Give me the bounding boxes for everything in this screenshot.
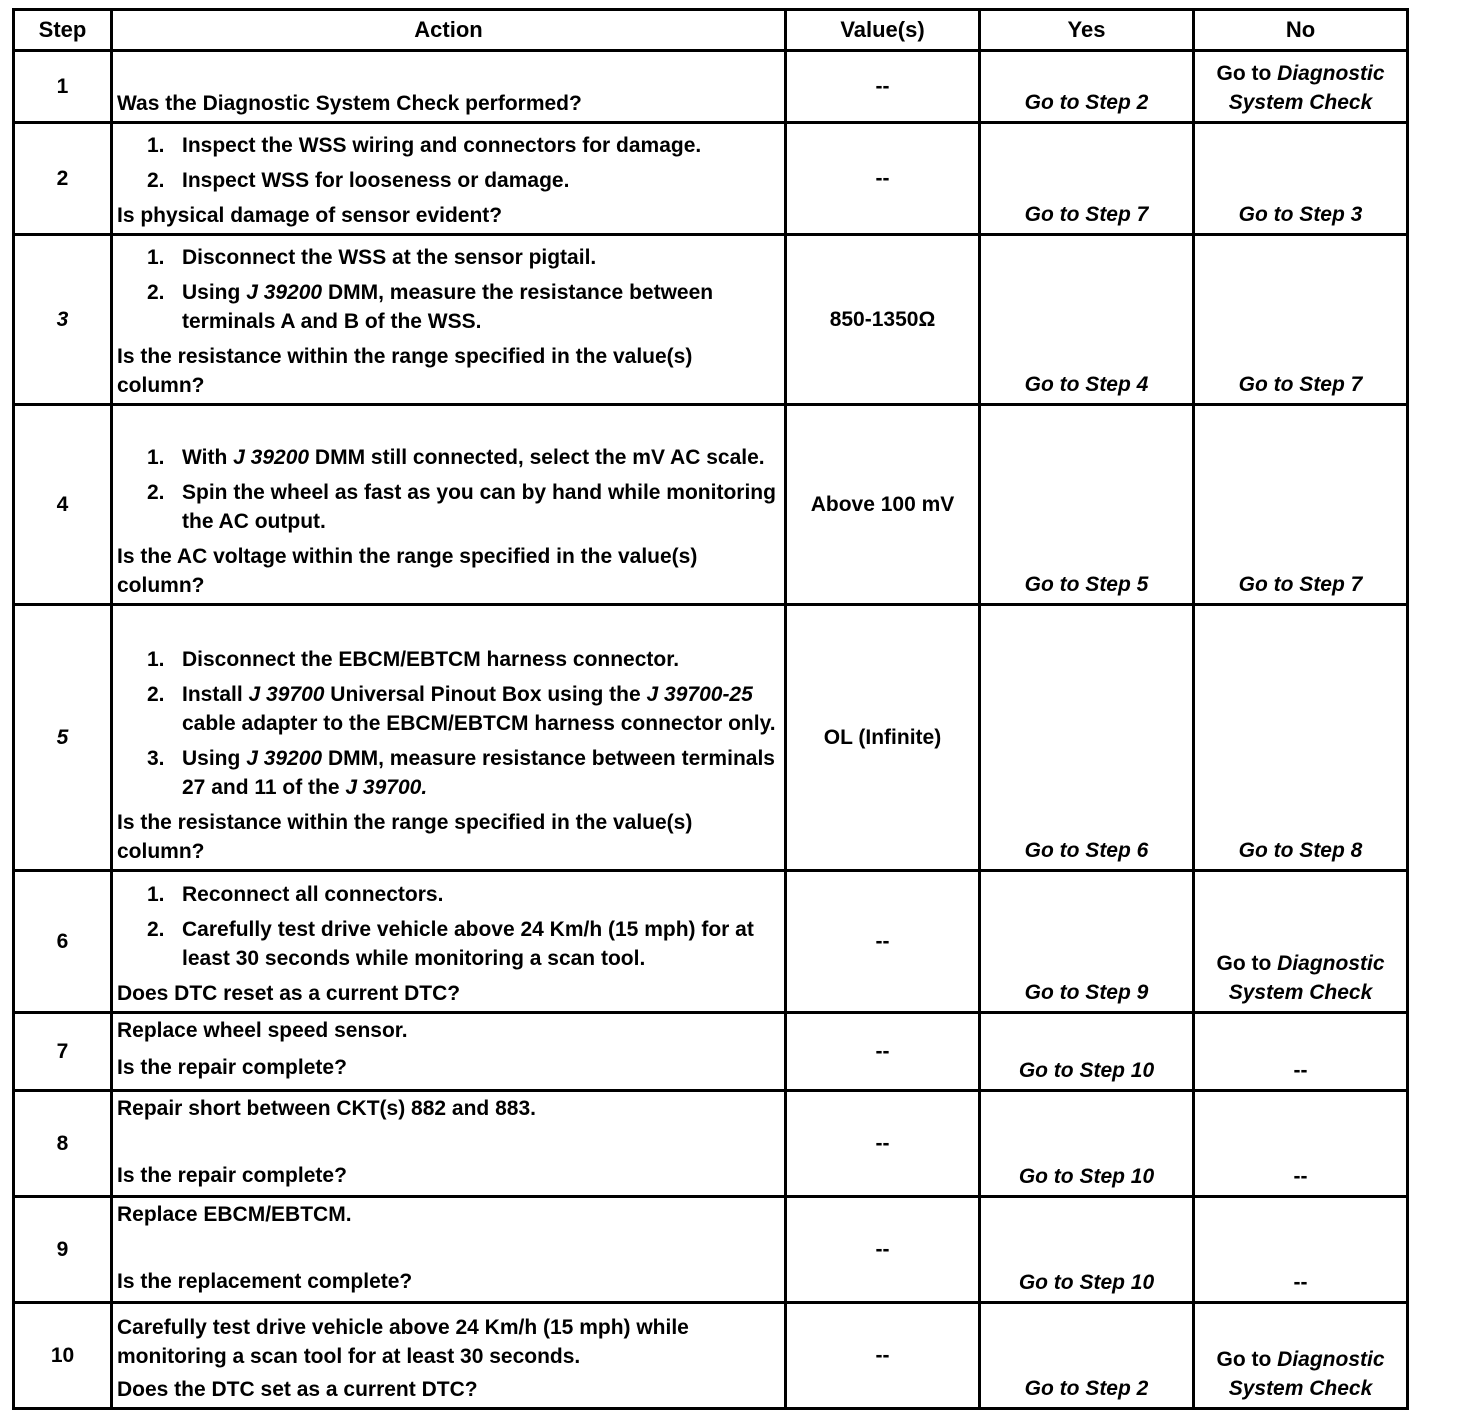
substep: 2. Carefully test drive vehicle above 24 Km/h (15 mph) for at least 30 seconds while monitoring a scan tool. [147, 918, 754, 970]
step-number: 4 [14, 405, 112, 605]
no-cell [1194, 51, 1408, 123]
yes-cell: Go to Step 4 [980, 235, 1194, 405]
action-cell [112, 605, 786, 871]
no-cell [1194, 1303, 1408, 1409]
value-cell: -- [786, 871, 980, 1013]
substep: 1. Reconnect all connectors. [147, 883, 444, 906]
no-prefix: Go to [1216, 952, 1272, 975]
tool-ref: J 39700-25 [646, 683, 753, 706]
action-lead: Repair short between CKT(s) 882 and 883. [117, 1097, 536, 1120]
no-prefix: Go to [1216, 62, 1272, 85]
value-cell: -- [786, 123, 980, 235]
action-lead: Replace wheel speed sensor. [117, 1019, 408, 1042]
value-cell: -- [786, 1091, 980, 1197]
action-question: Was the Diagnostic System Check performed? [117, 92, 582, 115]
yes-cell: Go to Step 2 [980, 1303, 1194, 1409]
no-cell: -- [1194, 1013, 1408, 1091]
action-question: Is physical damage of sensor evident? [117, 204, 503, 227]
header-yes: Yes [980, 10, 1194, 51]
action-question: Is the repair complete? [117, 1056, 347, 1079]
value-cell: -- [786, 1197, 980, 1303]
action-question: Does the DTC set as a current DTC? [117, 1378, 478, 1401]
diagnostic-table [12, 8, 1409, 1410]
action-cell [112, 871, 786, 1013]
tool-ref: J 39700 [248, 683, 325, 706]
action-question: Is the AC voltage within the range specified in the value(s) column? [117, 545, 698, 597]
action-question: Is the resistance within the range specified in the value(s) column? [117, 811, 693, 863]
no-cell: -- [1194, 1091, 1408, 1197]
value-cell: -- [786, 51, 980, 123]
no-italic: Diagnostic [1277, 1348, 1385, 1371]
value-cell: OL (Infinite) [786, 605, 980, 871]
header-step: Step [14, 10, 112, 51]
yes-cell: Go to Step 10 [980, 1091, 1194, 1197]
substep: 1. With J 39200 DMM still connected, select the mV AC scale. [147, 446, 765, 469]
action-cell [112, 235, 786, 405]
no-line2: System Check [1228, 1377, 1373, 1400]
action-question: Is the repair complete? [117, 1164, 347, 1187]
table-row [14, 1197, 1408, 1303]
action-cell [112, 1197, 786, 1303]
step-number: 8 [14, 1091, 112, 1197]
step-number: 1 [14, 51, 112, 123]
value-cell: Above 100 mV [786, 405, 980, 605]
substep: 2. Inspect WSS for looseness or damage. [147, 169, 570, 192]
substep: 1. Inspect the WSS wiring and connectors for damage. [147, 134, 702, 157]
substep: 2. Install J 39700 Universal Pinout Box using the J 39700-25 cable adapter to the EBCM/EBTCM harness connector only. [147, 683, 776, 735]
header-row [14, 10, 1408, 51]
action-lead: Carefully test drive vehicle above 24 Km/h (15 mph) while monitoring a scan tool for at least 30 seconds. [117, 1316, 689, 1368]
table-row [14, 405, 1408, 605]
value-cell: 850-1350Ω [786, 235, 980, 405]
tool-ref: J 39200 [246, 747, 323, 770]
header-values: Value(s) [786, 10, 980, 51]
no-cell: Go to Step 8 [1194, 605, 1408, 871]
substep: 1. Disconnect the EBCM/EBTCM harness connector. [147, 648, 680, 671]
tool-ref: J 39200 [233, 446, 310, 469]
value-cell: -- [786, 1013, 980, 1091]
yes-cell: Go to Step 10 [980, 1197, 1194, 1303]
yes-cell: Go to Step 5 [980, 405, 1194, 605]
action-cell [112, 51, 786, 123]
yes-cell: Go to Step 9 [980, 871, 1194, 1013]
value-cell: -- [786, 1303, 980, 1409]
table-row [14, 1013, 1408, 1091]
action-cell [112, 1091, 786, 1197]
substep: 2. Spin the wheel as fast as you can by hand while monitoring the AC output. [147, 481, 776, 533]
no-cell: Go to Step 3 [1194, 123, 1408, 235]
step-number: 5 [14, 605, 112, 871]
yes-cell: Go to Step 2 [980, 51, 1194, 123]
header-no: No [1194, 10, 1408, 51]
yes-cell: Go to Step 7 [980, 123, 1194, 235]
no-italic: Diagnostic [1277, 952, 1385, 975]
tool-ref: J 39200 [246, 281, 323, 304]
step-number: 6 [14, 871, 112, 1013]
no-cell [1194, 871, 1408, 1013]
step-number: 9 [14, 1197, 112, 1303]
table-row [14, 1091, 1408, 1197]
tool-ref: J 39700. [345, 776, 428, 799]
no-cell: Go to Step 7 [1194, 405, 1408, 605]
no-italic: Diagnostic [1277, 62, 1385, 85]
no-line2: System Check [1228, 981, 1373, 1004]
action-question: Does DTC reset as a current DTC? [117, 982, 461, 1005]
no-prefix: Go to [1216, 1348, 1272, 1371]
substep: 1. Disconnect the WSS at the sensor pigtail. [147, 246, 597, 269]
action-lead: Replace EBCM/EBTCM. [117, 1203, 352, 1226]
yes-cell: Go to Step 10 [980, 1013, 1194, 1091]
header-action: Action [112, 10, 786, 51]
action-cell [112, 123, 786, 235]
action-cell [112, 1303, 786, 1409]
yes-cell: Go to Step 6 [980, 605, 1194, 871]
substep: 2. Using J 39200 DMM, measure the resistance between terminals A and B of the WSS. [147, 281, 714, 333]
table-row [14, 1303, 1408, 1409]
table-row [14, 123, 1408, 235]
no-cell: Go to Step 7 [1194, 235, 1408, 405]
table-row [14, 605, 1408, 871]
no-cell: -- [1194, 1197, 1408, 1303]
table-row [14, 51, 1408, 123]
table-row [14, 871, 1408, 1013]
step-number: 2 [14, 123, 112, 235]
no-line2: System Check [1228, 91, 1373, 114]
table-row [14, 235, 1408, 405]
action-question: Is the replacement complete? [117, 1270, 413, 1293]
substep: 3. Using J 39200 DMM, measure resistance between terminals 27 and 11 of the J 39700. [147, 747, 775, 799]
action-cell [112, 405, 786, 605]
action-cell [112, 1013, 786, 1091]
step-number: 10 [14, 1303, 112, 1409]
step-number: 7 [14, 1013, 112, 1091]
step-number: 3 [14, 235, 112, 405]
action-question: Is the resistance within the range specified in the value(s) column? [117, 345, 693, 397]
